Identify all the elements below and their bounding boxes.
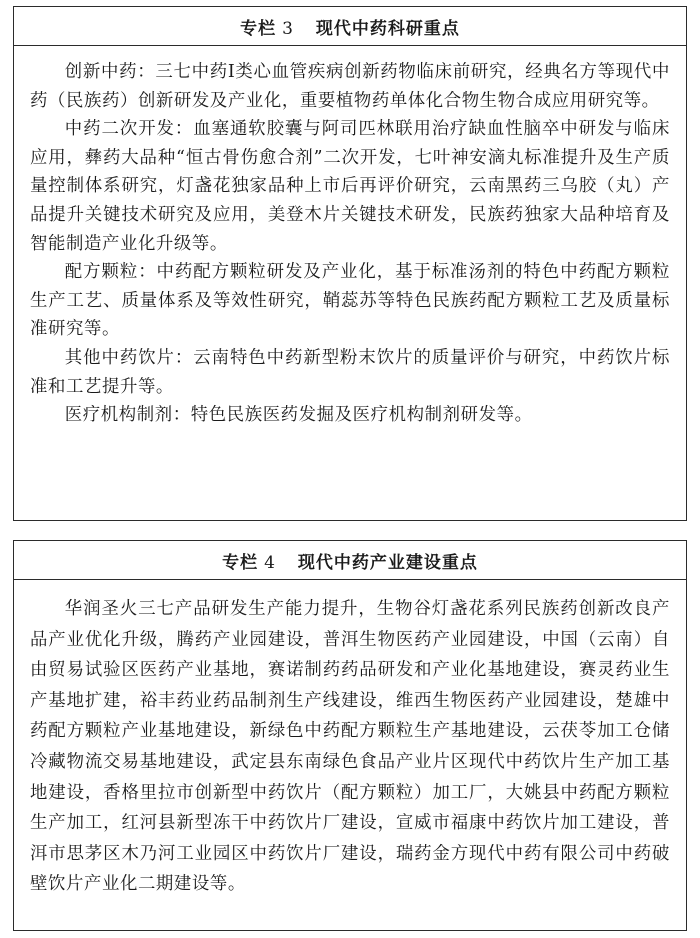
column-title: 现代中药科研重点	[315, 18, 460, 39]
column-box-3	[13, 6, 687, 521]
column-label	[240, 14, 294, 39]
paragraph-other-decoction-pieces: 其他中药饮片：云南特色中药新型粉末饮片的质量评价与研究，中药饮片标准和工艺提升等。	[30, 347, 670, 397]
paragraph-innovative-tcm: 创新中药：三七中药Ⅰ类心血管疾病创新药物临床前研究，经典名方等现代中药（民族药）创新研发及产业化，重要植物药单体化合物生物合成应用研究等。	[30, 62, 670, 111]
column-box-4	[13, 540, 687, 931]
column-title: 现代中药产业建设重点	[297, 552, 478, 573]
paragraph-formula-granules: 配方颗粒：中药配方颗粒研发及产业化，基于标准汤剂的特色中药配方颗粒生产工艺、质量体系及等效性研究，鞘蕊苏等特色民族药配方颗粒工艺及质量标准研究等。	[30, 262, 670, 340]
column-number: 4	[264, 552, 276, 573]
column-header-4	[14, 541, 686, 580]
column-body-3	[14, 46, 686, 430]
paragraph-industry-construction: 华润圣火三七产品研发生产能力提升，生物谷灯盏花系列民族药创新改良产品产业优化升级，腾药产业园建设，普洱生物医药产业园建设，中国（云南）自由贸易试验区医药产业基地，赛诺制药药品研发和产业化基地建设，赛灵药业生产基地扩建，裕丰药业药品制剂生产线建设，维西生物医药产业园建设，楚雄中药配方颗粒产业基地建设，新绿色中药配方颗粒生产基地建设，云茯苓加工仓储冷藏物流交易基地建设，武定县东南绿色食品产业片区现代中药饮片生产加工基地建设，香格里拉市创新型中药饮片（配方颗粒）加工厂，大姚县中药配方颗粒生产加工，红河县新型冻干中药饮片厂建设，宣威市福康中药饮片加工建设，普洱市思茅区木乃河工业园区中药饮片厂建设，瑞药金方现代中药有限公司中药破壁饮片产业化二期建设等。	[30, 599, 670, 895]
column-body-4	[14, 580, 686, 900]
paragraph-hospital-preparations: 医疗机构制剂：特色民族医药发掘及医疗机构制剂研发等。	[64, 405, 533, 426]
paragraph-secondary-development: 中药二次开发：血塞通软胶囊与阿司匹林联用治疗缺血性脑卒中研发与临床应用，彝药大品种“恒古骨伤愈合剂”二次开发，七叶神安滴丸标准提升及生产质量控制体系研究，灯盏花独家品种上市后再评价研究，云南黑药三乌胶（丸）产品提升关键技术研究及应用，美登木片关键技术研发，民族药独家大品种培育及智能制造产业化升级等。	[30, 119, 670, 254]
column-number: 3	[282, 18, 294, 39]
column-tag-text: 专栏	[222, 552, 259, 573]
column-tag-text: 专栏	[240, 18, 277, 39]
column-header-3	[14, 7, 686, 46]
column-label	[222, 548, 276, 573]
